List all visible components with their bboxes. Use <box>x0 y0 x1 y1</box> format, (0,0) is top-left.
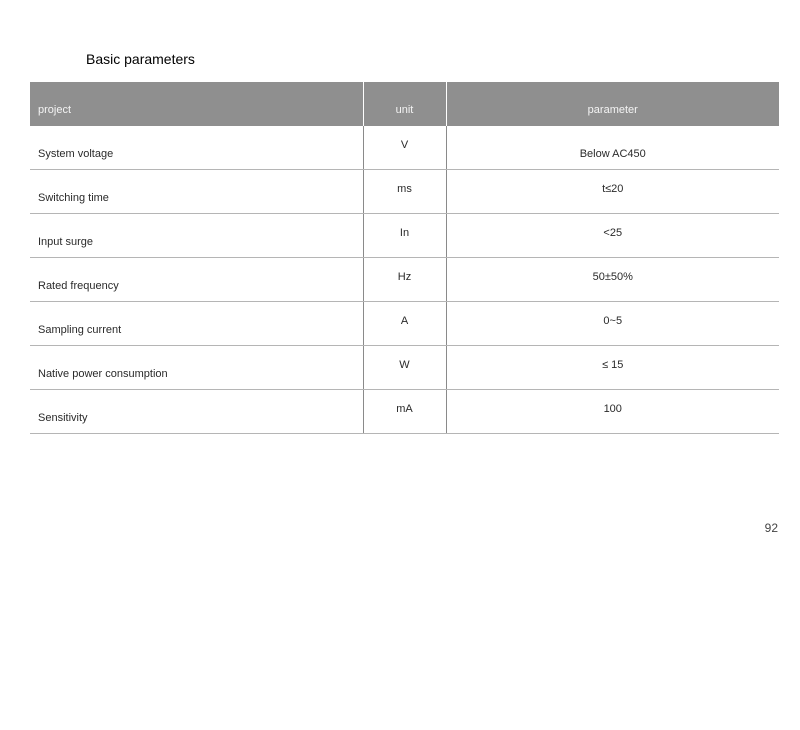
cell-parameter: <25 <box>446 214 779 258</box>
header-project: project <box>30 82 363 126</box>
cell-project: Sensitivity <box>30 390 363 434</box>
cell-parameter: Below AC450 <box>446 126 779 170</box>
table-row <box>30 390 779 434</box>
cell-unit: In <box>363 214 446 258</box>
page-number: 92 <box>764 521 778 535</box>
table-row <box>30 258 779 302</box>
cell-project: Rated frequency <box>30 258 363 302</box>
cell-unit: A <box>363 302 446 346</box>
cell-project: Sampling current <box>30 302 363 346</box>
cell-parameter: ≤ 15 <box>446 346 779 390</box>
cell-project: System voltage <box>30 126 363 170</box>
cell-unit: mA <box>363 390 446 434</box>
cell-unit: V <box>363 126 446 170</box>
table-row <box>30 170 779 214</box>
cell-unit: ms <box>363 170 446 214</box>
header-parameter: parameter <box>446 82 779 126</box>
cell-parameter: 0~5 <box>446 302 779 346</box>
table-row <box>30 214 779 258</box>
header-unit: unit <box>363 82 446 126</box>
cell-parameter: t≤20 <box>446 170 779 214</box>
cell-project: Input surge <box>30 214 363 258</box>
table-row <box>30 346 779 390</box>
cell-unit: Hz <box>363 258 446 302</box>
cell-unit: W <box>363 346 446 390</box>
table-row <box>30 302 779 346</box>
table-header-row <box>30 82 779 126</box>
parameters-table <box>30 82 779 434</box>
section-title: Basic parameters <box>86 51 195 67</box>
cell-parameter: 100 <box>446 390 779 434</box>
cell-project: Switching time <box>30 170 363 214</box>
cell-project: Native power consumption <box>30 346 363 390</box>
table-row <box>30 126 779 170</box>
cell-parameter: 50±50% <box>446 258 779 302</box>
